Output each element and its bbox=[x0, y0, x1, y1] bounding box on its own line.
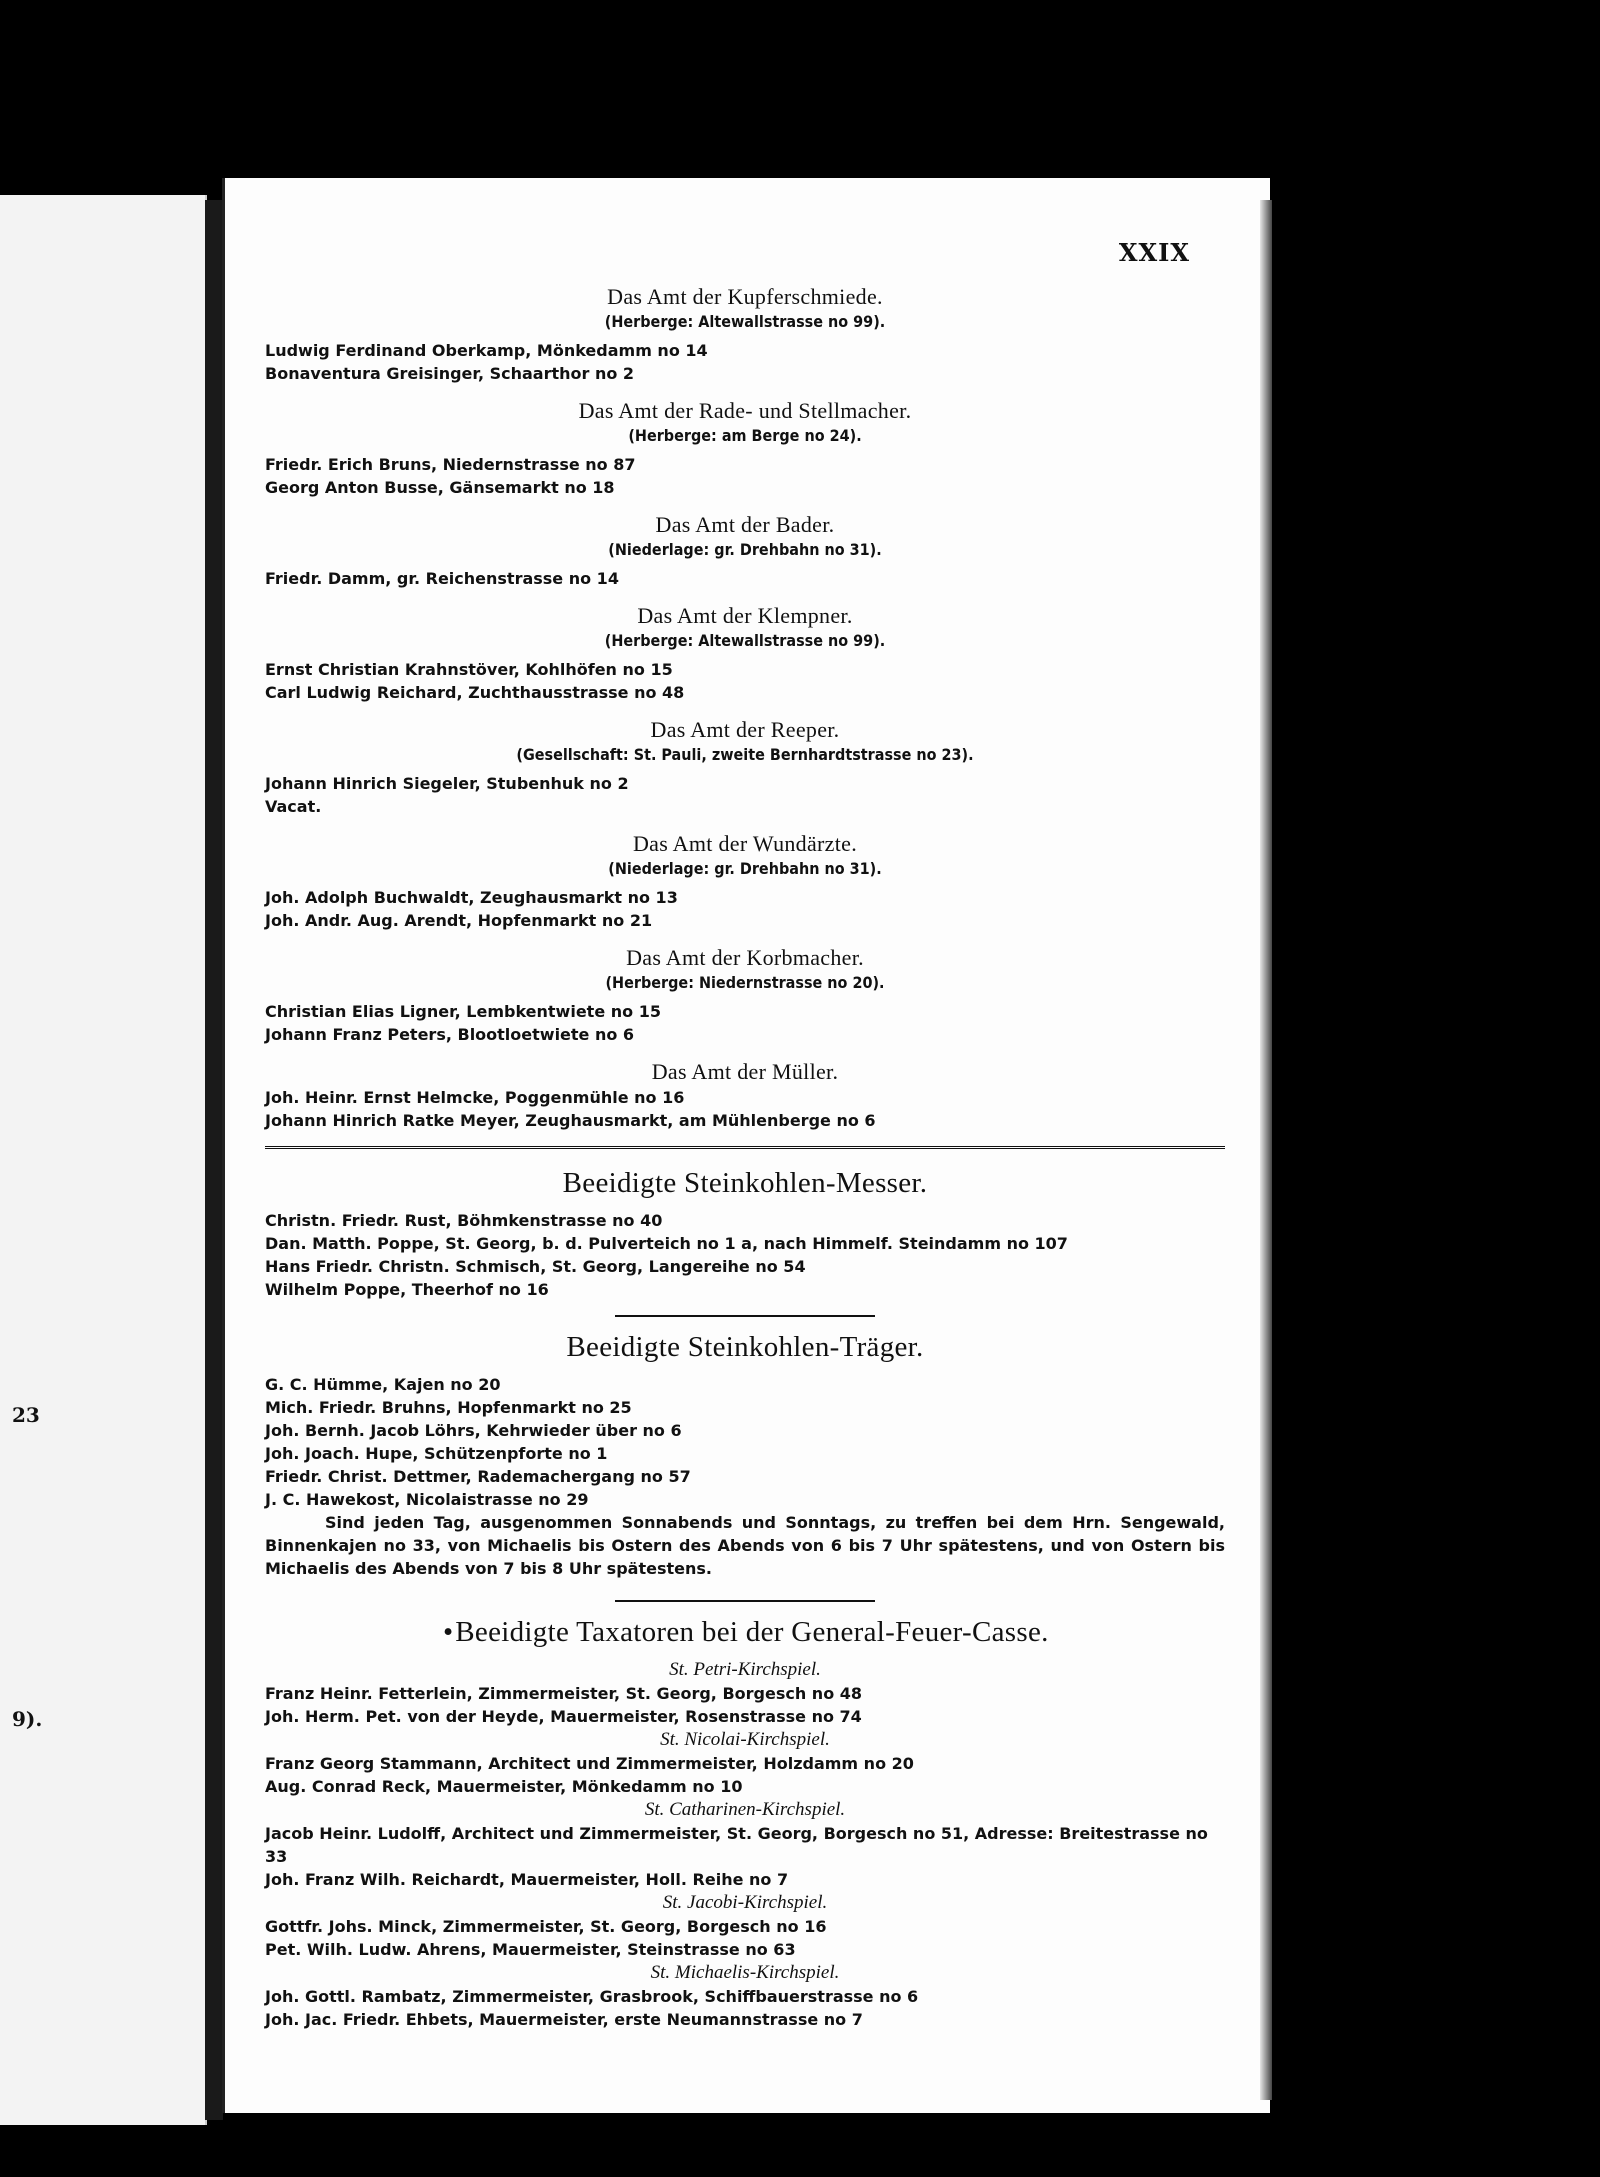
guild-meeting-place: (Niederlage: gr. Drehbahn no 31). bbox=[608, 859, 882, 878]
parish-heading: St. Nicolai-Kirchspiel. bbox=[660, 1729, 830, 1750]
messer-entry: Wilhelm Poppe, Theerhof no 16 bbox=[265, 1280, 549, 1299]
guild-block bbox=[265, 602, 1225, 704]
guild-member: Friedr. Damm, gr. Reichenstrasse no 14 bbox=[265, 569, 619, 588]
guild-member: Ernst Christian Krahnstöver, Kohlhöfen no 15 bbox=[265, 660, 673, 679]
guild-block bbox=[265, 1058, 1225, 1132]
guild-member: Vacat. bbox=[265, 797, 322, 816]
traeger-entry: Joh. Joach. Hupe, Schützenpforte no 1 bbox=[265, 1444, 608, 1463]
guild-meeting-place: (Herberge: Altewallstrasse no 99). bbox=[604, 312, 886, 331]
messer-entry: Christn. Friedr. Rust, Böhmkenstrasse no 40 bbox=[265, 1211, 663, 1230]
section-title: Beeidigte Steinkohlen-Träger. bbox=[566, 1331, 924, 1363]
page-content bbox=[265, 283, 1225, 2031]
left-page-fragment: 9). bbox=[12, 1707, 43, 1731]
section-title: Beeidigte Steinkohlen-Messer. bbox=[562, 1167, 928, 1199]
parish-heading: St. Michaelis-Kirchspiel. bbox=[650, 1962, 840, 1983]
guild-member: Bonaventura Greisinger, Schaarthor no 2 bbox=[265, 364, 635, 383]
guild-meeting-place: (Gesellschaft: St. Pauli, zweite Bernhardtstrasse no 23). bbox=[516, 745, 974, 764]
traeger-entry: J. C. Hawekost, Nicolaistrasse no 29 bbox=[265, 1490, 589, 1509]
guild-list bbox=[265, 283, 1225, 1132]
messer-entry: Dan. Matth. Poppe, St. Georg, b. d. Pulverteich no 1 a, nach Himmelf. Steindamm no 107 bbox=[265, 1234, 1068, 1253]
page-number: XXIX bbox=[1118, 238, 1190, 267]
guild-meeting-place: (Herberge: Niedernstrasse no 20). bbox=[605, 973, 885, 992]
traeger-entry: Joh. Bernh. Jacob Löhrs, Kehrwieder über no 6 bbox=[265, 1421, 682, 1440]
left-page-fragment: 23 bbox=[12, 1403, 40, 1427]
guild-block bbox=[265, 830, 1225, 932]
guild-meeting-place: (Herberge: am Berge no 24). bbox=[628, 426, 862, 445]
guild-member: Johann Franz Peters, Blootloetwiete no 6 bbox=[265, 1025, 635, 1044]
traeger-entry: Friedr. Christ. Dettmer, Rademachergang no 57 bbox=[265, 1467, 691, 1486]
guild-member: Joh. Heinr. Ernst Helmcke, Poggenmühle no 16 bbox=[265, 1088, 685, 1107]
parish-heading: St. Jacobi-Kirchspiel. bbox=[662, 1892, 828, 1913]
short-divider bbox=[615, 1600, 875, 1602]
section-divider bbox=[265, 1146, 1225, 1149]
taxator-entry: Gottfr. Johs. Minck, Zimmermeister, St. Georg, Borgesch no 16 bbox=[265, 1917, 827, 1936]
taxator-entry: Jacob Heinr. Ludolff, Architect und Zimmermeister, St. Georg, Borgesch no 51, Adresse: Breitestrasse no 33 bbox=[265, 1824, 1208, 1866]
guild-member: Christian Elias Ligner, Lembkentwiete no 15 bbox=[265, 1002, 661, 1021]
guild-member: Johann Hinrich Ratke Meyer, Zeughausmarkt, am Mühlenberge no 6 bbox=[265, 1111, 876, 1130]
guild-member: Joh. Adolph Buchwaldt, Zeughausmarkt no 13 bbox=[265, 888, 678, 907]
guild-block bbox=[265, 397, 1225, 499]
section-title: •Beeidigte Taxatoren bei der General-Feuer-Casse. bbox=[443, 1616, 1049, 1648]
guild-member: Joh. Andr. Aug. Arendt, Hopfenmarkt no 21 bbox=[265, 911, 653, 930]
taxator-entry: Joh. Herm. Pet. von der Heyde, Mauermeister, Rosenstrasse no 74 bbox=[265, 1707, 862, 1726]
gutter bbox=[205, 200, 223, 2120]
guild-title: Das Amt der Reeper. bbox=[650, 717, 840, 742]
taxator-entry: Pet. Wilh. Ludw. Ahrens, Mauermeister, Steinstrasse no 63 bbox=[265, 1940, 796, 1959]
guild-title: Das Amt der Bader. bbox=[655, 512, 835, 537]
guild-meeting-place: (Niederlage: gr. Drehbahn no 31). bbox=[608, 540, 882, 559]
guild-title: Das Amt der Müller. bbox=[651, 1059, 839, 1084]
binding-strip-top bbox=[168, 0, 192, 200]
document-page bbox=[222, 178, 1270, 2113]
short-divider bbox=[615, 1315, 875, 1317]
guild-block bbox=[265, 511, 1225, 590]
guild-block bbox=[265, 944, 1225, 1046]
guild-block bbox=[265, 283, 1225, 385]
schedule-note: Sind jeden Tag, ausgenommen Sonnabends und Sonntags, zu treffen bei dem Hrn. Sengewald, Binnenkajen no 33, von Michaelis bis Ostern des Abends von 6 bis 7 Uhr spätestens, und von Ostern bis Michaelis des Abends von 7 bis 8 Uhr spätestens. bbox=[265, 1513, 1225, 1578]
taxator-entry: Joh. Jac. Friedr. Ehbets, Mauermeister, erste Neumannstrasse no 7 bbox=[265, 2010, 863, 2029]
taxator-entry: Franz Heinr. Fetterlein, Zimmermeister, St. Georg, Borgesch no 48 bbox=[265, 1684, 863, 1703]
traeger-entry: Mich. Friedr. Bruhns, Hopfenmarkt no 25 bbox=[265, 1398, 632, 1417]
parish-heading: St. Petri-Kirchspiel. bbox=[669, 1659, 821, 1680]
guild-meeting-place: (Herberge: Altewallstrasse no 99). bbox=[604, 631, 886, 650]
facing-left-page bbox=[0, 195, 207, 2125]
traeger-section bbox=[265, 1329, 1225, 1580]
traeger-entry: G. C. Hümme, Kajen no 20 bbox=[265, 1375, 501, 1394]
guild-title: Das Amt der Wundärzte. bbox=[632, 831, 858, 856]
guild-member: Ludwig Ferdinand Oberkamp, Mönkedamm no 14 bbox=[265, 341, 708, 360]
taxator-entry: Aug. Conrad Reck, Mauermeister, Mönkedamm no 10 bbox=[265, 1777, 743, 1796]
taxator-entry: Joh. Gottl. Rambatz, Zimmermeister, Grasbrook, Schiffbauerstrasse no 6 bbox=[265, 1987, 919, 2006]
taxatoren-section bbox=[265, 1614, 1225, 2031]
guild-title: Das Amt der Kupferschmiede. bbox=[607, 284, 883, 309]
taxator-entry: Joh. Franz Wilh. Reichardt, Mauermeister, Holl. Reihe no 7 bbox=[265, 1870, 789, 1889]
parish-heading: St. Catharinen-Kirchspiel. bbox=[644, 1799, 846, 1820]
guild-title: Das Amt der Rade- und Stellmacher. bbox=[578, 398, 912, 423]
taxator-entry: Franz Georg Stammann, Architect und Zimmermeister, Holzdamm no 20 bbox=[265, 1754, 914, 1773]
messer-entry: Hans Friedr. Christn. Schmisch, St. Georg, Langereihe no 54 bbox=[265, 1257, 806, 1276]
guild-member: Georg Anton Busse, Gänsemarkt no 18 bbox=[265, 478, 615, 497]
messer-section bbox=[265, 1165, 1225, 1301]
guild-member: Johann Hinrich Siegeler, Stubenhuk no 2 bbox=[265, 774, 629, 793]
guild-block bbox=[265, 716, 1225, 818]
guild-title: Das Amt der Klempner. bbox=[637, 603, 853, 628]
guild-title: Das Amt der Korbmacher. bbox=[626, 945, 864, 970]
guild-member: Friedr. Erich Bruns, Niedernstrasse no 87 bbox=[265, 455, 636, 474]
guild-member: Carl Ludwig Reichard, Zuchthausstrasse no 48 bbox=[265, 683, 685, 702]
page-edge bbox=[1260, 200, 1272, 2100]
